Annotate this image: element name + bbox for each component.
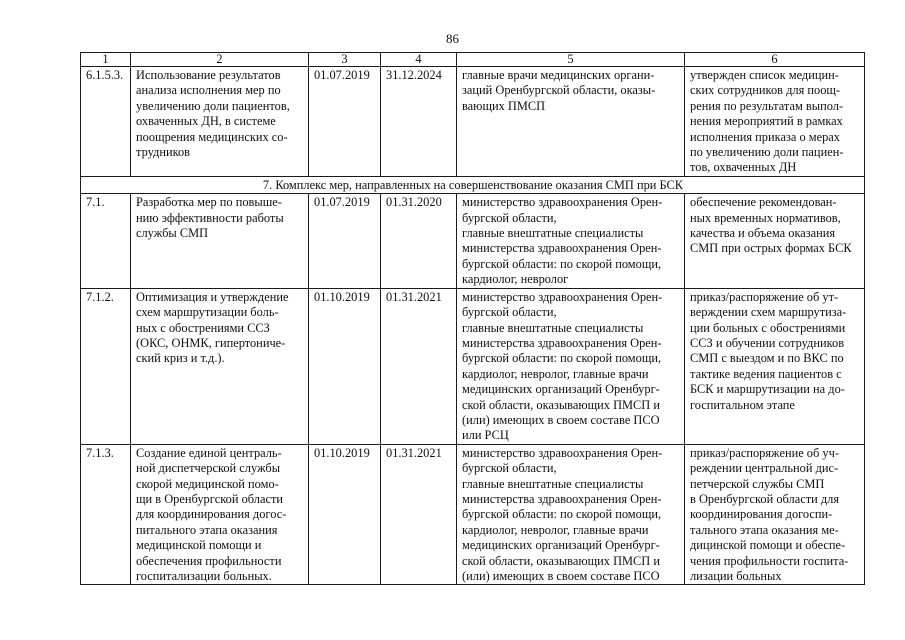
responsible-executors-line: министерство здравоохранения Орен- bbox=[462, 195, 663, 210]
item-description-line: питального этапа оказания bbox=[136, 522, 278, 537]
responsible-executors-line: вающих ПМСП bbox=[462, 98, 546, 113]
expected-result bbox=[685, 444, 865, 585]
plan-table bbox=[80, 52, 865, 585]
page-number: 86 bbox=[446, 31, 459, 46]
start-date: 01.10.2019 bbox=[309, 288, 381, 444]
start-date: 01.07.2019 bbox=[309, 194, 381, 288]
table-row bbox=[81, 444, 865, 585]
expected-result-line: в Оренбургской области для bbox=[690, 491, 840, 506]
item-description-line: охваченных ДН, в системе bbox=[136, 114, 276, 129]
item-description-line: щи в Оренбургской области bbox=[136, 491, 284, 506]
section-title: 7. Комплекс мер, направленных на совершенствование оказания СМП при БСК bbox=[81, 176, 865, 193]
table-row bbox=[81, 67, 865, 177]
expected-result-line: СМП при острых формах БСК bbox=[690, 241, 852, 256]
start-date: 01.10.2019 bbox=[309, 444, 381, 585]
expected-result-line: ции больных с обострениями bbox=[690, 320, 846, 335]
start-date: 01.07.2019 bbox=[309, 67, 381, 177]
item-description-line: ной диспетчерской службы bbox=[136, 461, 281, 476]
item-description-line: нию эффективности работы bbox=[136, 210, 284, 225]
expected-result bbox=[685, 288, 865, 444]
header-cell-4: 4 bbox=[381, 53, 457, 67]
responsible-executors-line: кардиолог, невролог, главные врачи bbox=[462, 366, 649, 381]
expected-result-line: ССЗ и обучении сотрудников bbox=[690, 335, 845, 350]
item-description-line: медицинской помощи и bbox=[136, 538, 262, 553]
expected-result-line: петчерской службы СМП bbox=[690, 476, 825, 491]
expected-result-line: качества и объема оказания bbox=[690, 226, 836, 241]
item-number: 7.1. bbox=[81, 194, 131, 288]
expected-result-line: нения мероприятий в рамках bbox=[690, 114, 843, 129]
expected-result bbox=[685, 194, 865, 288]
responsible-executors-line: кардиолог, невролог bbox=[462, 272, 569, 287]
expected-result-line: тактике ведения пациентов с bbox=[690, 366, 842, 381]
responsible-executors-line: главные врачи медицинских органи- bbox=[462, 68, 655, 82]
responsible-executors-line: (или) имеющих в своем составе ПСО bbox=[462, 569, 660, 583]
responsible-executors bbox=[457, 67, 685, 177]
expected-result-line: рения по результатам выпол- bbox=[690, 98, 844, 113]
end-date: 31.12.2024 bbox=[381, 67, 457, 177]
responsible-executors-line: главные внештатные специалисты bbox=[462, 476, 644, 491]
responsible-executors-line: бургской области: по скорой помощи, bbox=[462, 256, 662, 271]
responsible-executors bbox=[457, 288, 685, 444]
responsible-executors-line: бургской области, bbox=[462, 210, 557, 225]
responsible-executors-line: (или) имеющих в своем составе ПСО bbox=[462, 412, 660, 427]
responsible-executors-line: кардиолог, невролог, главные врачи bbox=[462, 522, 649, 537]
header-cell-5: 5 bbox=[457, 53, 685, 67]
item-number: 7.1.3. bbox=[81, 444, 131, 585]
item-description-line: службы СМП bbox=[136, 226, 209, 241]
expected-result-line: обеспечение рекомендован- bbox=[690, 195, 837, 210]
item-description bbox=[131, 288, 309, 444]
responsible-executors-line: бургской области, bbox=[462, 305, 557, 320]
responsible-executors-line: министерства здравоохранения Орен- bbox=[462, 241, 662, 256]
item-description-line: увеличению доли пациентов, bbox=[136, 98, 290, 113]
end-date: 01.31.2021 bbox=[381, 444, 457, 585]
responsible-executors bbox=[457, 194, 685, 288]
responsible-executors-line: министерство здравоохранения Орен- bbox=[462, 289, 663, 304]
expected-result-line: ских сотрудников для поощ- bbox=[690, 83, 841, 98]
responsible-executors-line: главные внештатные специалисты bbox=[462, 320, 644, 335]
item-description-line: поощрения медицинских со- bbox=[136, 129, 288, 144]
table-row bbox=[81, 288, 865, 444]
responsible-executors bbox=[457, 444, 685, 585]
item-description-line: Использование результатов bbox=[136, 68, 281, 82]
item-number: 7.1.2. bbox=[81, 288, 131, 444]
section-row bbox=[81, 176, 865, 193]
expected-result-line: чения профильности госпита- bbox=[690, 553, 849, 568]
expected-result-line: БСК и маршрутизации на до- bbox=[690, 382, 845, 397]
expected-result-line: верждении схем маршрутиза- bbox=[690, 305, 847, 320]
item-description-line: (ОКС, ОНМК, гипертониче- bbox=[136, 335, 286, 350]
item-description-line: анализа исполнения мер по bbox=[136, 83, 281, 98]
item-description-line: ский криз и т.д.). bbox=[136, 351, 225, 366]
expected-result-line: лизации больных bbox=[690, 569, 782, 583]
expected-result-line: тального этапа оказания ме- bbox=[690, 522, 839, 537]
header-cell-6: 6 bbox=[685, 53, 865, 67]
expected-result-line: по увеличению доли пациен- bbox=[690, 145, 844, 160]
item-description bbox=[131, 194, 309, 288]
responsible-executors-line: бургской области: по скорой помощи, bbox=[462, 507, 662, 522]
responsible-executors-line: заций Оренбургской области, оказы- bbox=[462, 83, 656, 98]
expected-result-line: координирования догоспи- bbox=[690, 507, 833, 522]
expected-result-line: госпитальном этапе bbox=[690, 397, 795, 412]
expected-result-line: приказ/распоряжение об уч- bbox=[690, 445, 839, 460]
responsible-executors-line: министерства здравоохранения Орен- bbox=[462, 335, 662, 350]
item-description-line: госпитализации больных. bbox=[136, 569, 272, 583]
expected-result-line: ных временных нормативов, bbox=[690, 210, 841, 225]
header-cell-3: 3 bbox=[309, 53, 381, 67]
header-cell-1: 1 bbox=[81, 53, 131, 67]
expected-result bbox=[685, 67, 865, 177]
responsible-executors-line: или РСЦ bbox=[462, 428, 509, 443]
item-description-line: ных с обострениями ССЗ bbox=[136, 320, 270, 335]
responsible-executors-line: министерство здравоохранения Орен- bbox=[462, 445, 663, 460]
item-description bbox=[131, 444, 309, 585]
table-body bbox=[81, 53, 865, 585]
expected-result-line: дицинской помощи и обеспе- bbox=[690, 538, 846, 553]
expected-result-line: утвержден список медицин- bbox=[690, 68, 839, 82]
item-description-line: Создание единой централь- bbox=[136, 445, 282, 460]
item-description-line: обеспечения профильности bbox=[136, 553, 282, 568]
responsible-executors-line: бургской области, bbox=[462, 461, 557, 476]
expected-result-line: тов, охваченных ДН bbox=[690, 160, 797, 175]
responsible-executors-line: главные внештатные специалисты bbox=[462, 226, 644, 241]
responsible-executors-line: ской области, оказывающих ПМСП и bbox=[462, 553, 660, 568]
item-number: 6.1.5.3. bbox=[81, 67, 131, 177]
header-cell-2: 2 bbox=[131, 53, 309, 67]
item-description-line: для координирования догос- bbox=[136, 507, 287, 522]
item-description-line: трудников bbox=[136, 145, 191, 160]
item-description-line: Оптимизация и утверждение bbox=[136, 289, 289, 304]
responsible-executors-line: ской области, оказывающих ПМСП и bbox=[462, 397, 660, 412]
end-date: 01.31.2021 bbox=[381, 288, 457, 444]
responsible-executors-line: бургской области: по скорой помощи, bbox=[462, 351, 662, 366]
item-description bbox=[131, 67, 309, 177]
table-row bbox=[81, 194, 865, 288]
responsible-executors-line: медицинских организаций Оренбург- bbox=[462, 382, 660, 397]
end-date: 01.31.2020 bbox=[381, 194, 457, 288]
expected-result-line: СМП с выездом и по ВКС по bbox=[690, 351, 844, 366]
expected-result-line: исполнения приказа о мерах bbox=[690, 129, 840, 144]
expected-result-line: реждении центральной дис- bbox=[690, 461, 839, 476]
item-description-line: скорой медицинской помо- bbox=[136, 476, 279, 491]
item-description-line: Разработка мер по повыше- bbox=[136, 195, 282, 210]
responsible-executors-line: министерства здравоохранения Орен- bbox=[462, 491, 662, 506]
item-description-line: схем маршрутизации боль- bbox=[136, 305, 279, 320]
responsible-executors-line: медицинских организаций Оренбург- bbox=[462, 538, 660, 553]
expected-result-line: приказ/распоряжение об ут- bbox=[690, 289, 839, 304]
header-row bbox=[81, 53, 865, 67]
